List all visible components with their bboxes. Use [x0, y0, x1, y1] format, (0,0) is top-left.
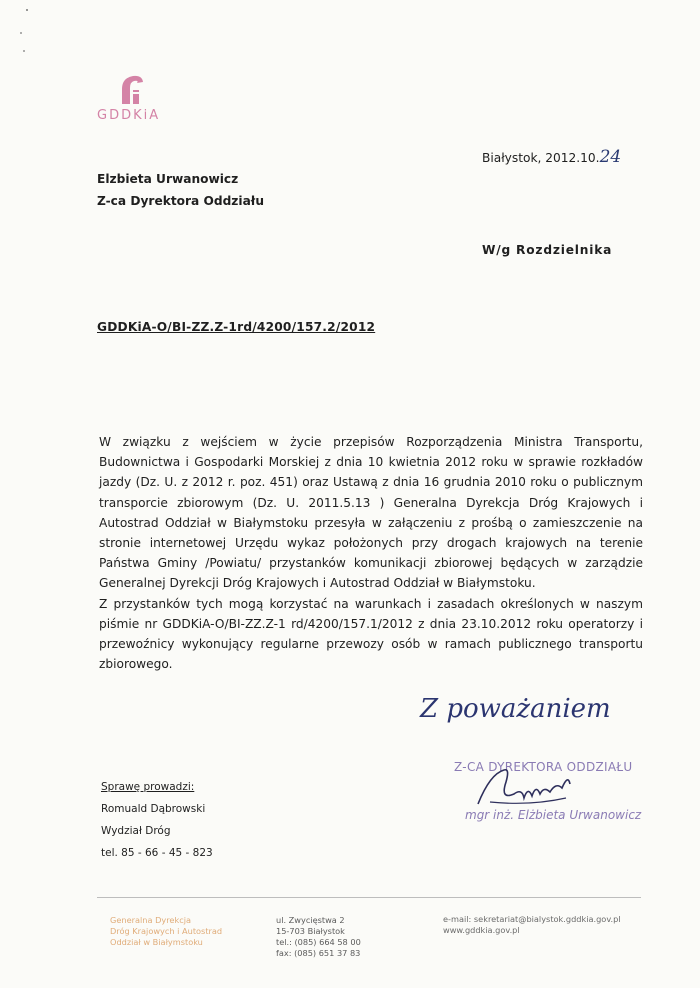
reference-number: GDDKiA-O/BI-ZZ.Z-1rd/4200/157.2/2012	[97, 320, 376, 334]
logo-wordmark: GDDKiA	[97, 108, 161, 123]
footer-contact	[443, 914, 621, 936]
contact-person-block	[101, 776, 213, 864]
footer-email: e-mail: sekretariat@bialystok.gddkia.gov.pl	[443, 914, 621, 924]
stamp-title: Z-CA DYREKTORA ODDZIAŁU	[454, 760, 633, 774]
scan-specks	[17, 6, 37, 66]
footer-address-line: ul. Zwycięstwa 2	[276, 915, 345, 925]
contact-department: Wydział Dróg	[101, 825, 171, 837]
place-date	[482, 147, 621, 167]
sender-block	[97, 168, 264, 212]
sender-title: Z-ca Dyrektora Oddziału	[97, 194, 264, 208]
footer-org-line: Oddział w Białymstoku	[110, 937, 203, 947]
handwritten-closing: Z poważaniem	[420, 694, 611, 724]
footer-organization	[110, 915, 222, 948]
contact-phone: tel. 85 - 66 - 45 - 823	[101, 847, 213, 859]
official-stamp	[448, 760, 648, 830]
body-paragraph-1: W związku z wejściem w życie przepisów Rozporządzenia Ministra Transportu, Budownictwa i Gospodarki Morskiej z dnia 10 kwietnia 2012 roku w sprawie rozkładów jazdy (Dz. U. z 2012 r. poz. 451) oraz Ustawą z dnia 16 grudnia 2010 roku o publicznym transporcie zbiorowym (Dz. U. 2011.5.13 ) Generalna Dyrekcja Dróg Krajowych i Autostrad Oddział w Białymstoku przesyła w załączeniu z prośbą o zamieszczenie na stronie internetowej Urzędu wykaz położonych przy drogach krajowych na terenie Państwa Gminy /Powiatu/ przystanków komunikacji zbiorowej będących w zarządzie Generalnej Dyrekcji Dróg Krajowych i Autostrad Oddział w Białymstoku.	[99, 435, 643, 591]
handwritten-day: 24	[599, 147, 622, 167]
body-paragraph-2: Z przystanków tych mogą korzystać na warunkach i zasadach określonych w naszym piśmie nr GDDKiA-O/BI-ZZ.Z-1 rd/4200/157.1/2012 z dnia 23.10.2012 roku operatorzy i przewoźnicy wykonujący regularne przewozy osób w ramach publicznego transportu zbiorowego.	[99, 596, 643, 672]
letter-body	[99, 432, 643, 674]
contact-label: Sprawę prowadzi:	[101, 781, 195, 793]
footer-address-line: fax: (085) 651 37 83	[276, 948, 361, 958]
footer-org-line: Generalna Dyrekcja	[110, 915, 191, 925]
stamp-name: mgr inż. Elżbieta Urwanowicz	[465, 808, 642, 822]
footer-org-line: Dróg Krajowych i Autostrad	[110, 926, 223, 936]
recipient: W/g Rozdzielnika	[482, 243, 613, 257]
handwritten-signature	[470, 764, 580, 814]
sender-name: Elzbieta Urwanowicz	[97, 172, 239, 186]
footer-divider	[97, 897, 641, 898]
place-date-text: Białystok, 2012.10.	[482, 151, 600, 165]
footer-website: www.gddkia.gov.pl	[443, 925, 520, 935]
eagle-logo-icon	[119, 74, 145, 106]
gddkia-logo	[97, 74, 187, 123]
footer-address-line: tel.: (085) 664 58 00	[276, 937, 361, 947]
footer-address-line: 15-703 Białystok	[276, 926, 345, 936]
footer-address	[276, 915, 361, 959]
contact-name: Romuald Dąbrowski	[101, 803, 206, 815]
